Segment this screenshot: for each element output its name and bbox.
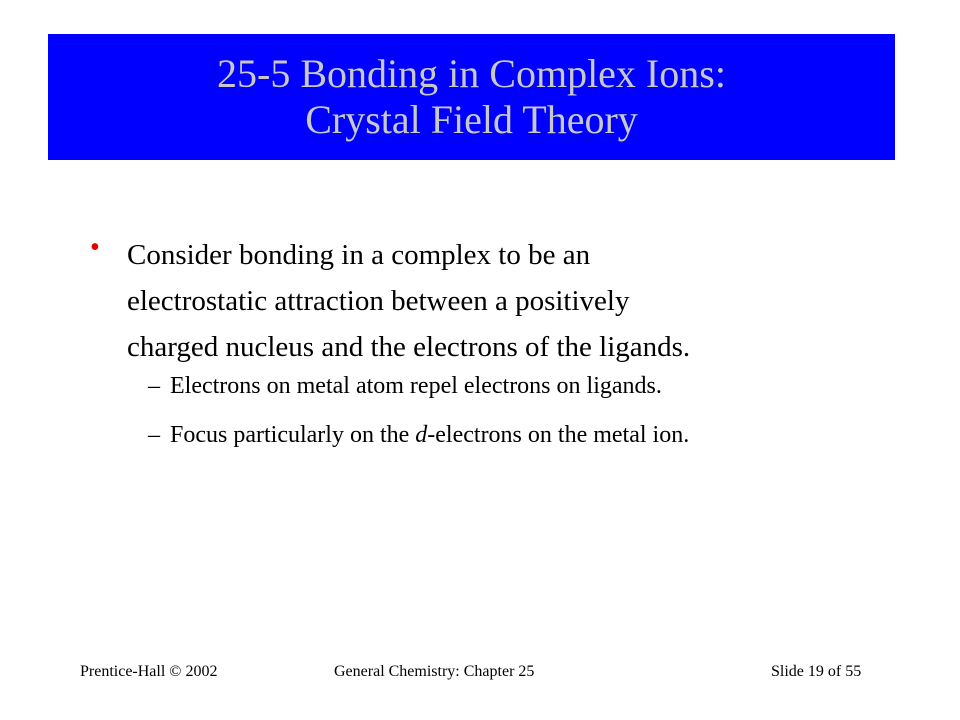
slide-title-line-2: Crystal Field Theory — [305, 97, 638, 142]
main-bullet-line-1: Consider bonding in a complex to be an — [127, 239, 591, 271]
bullet-icon: • — [90, 232, 100, 263]
main-bullet-line-3: charged nucleus and the electrons of the ligands. — [127, 331, 691, 363]
sub-bullet-2-italic-d: d — [415, 422, 428, 448]
main-bullet — [127, 232, 690, 370]
sub-bullet-2 — [148, 421, 689, 449]
footer-copyright: Prentice-Hall © 2002 — [80, 663, 218, 680]
sub-bullet-1 — [148, 372, 662, 400]
sub-bullet-1-text: Electrons on metal atom repel electrons on ligands. — [170, 373, 662, 399]
footer-slide-number: Slide 19 of 55 — [771, 663, 862, 680]
dash-icon: – — [148, 422, 160, 448]
main-bullet-line-2: electrostatic attraction between a positively — [127, 285, 630, 317]
slide-title-line-1: 25-5 Bonding in Complex Ions: — [217, 51, 726, 96]
footer-course-title: General Chemistry: Chapter 25 — [334, 663, 535, 680]
dash-icon: – — [148, 373, 160, 399]
sub-bullet-2-text-before: Focus particularly on the — [170, 422, 416, 448]
sub-bullet-2-text-after: -electrons on the metal ion. — [427, 422, 690, 448]
